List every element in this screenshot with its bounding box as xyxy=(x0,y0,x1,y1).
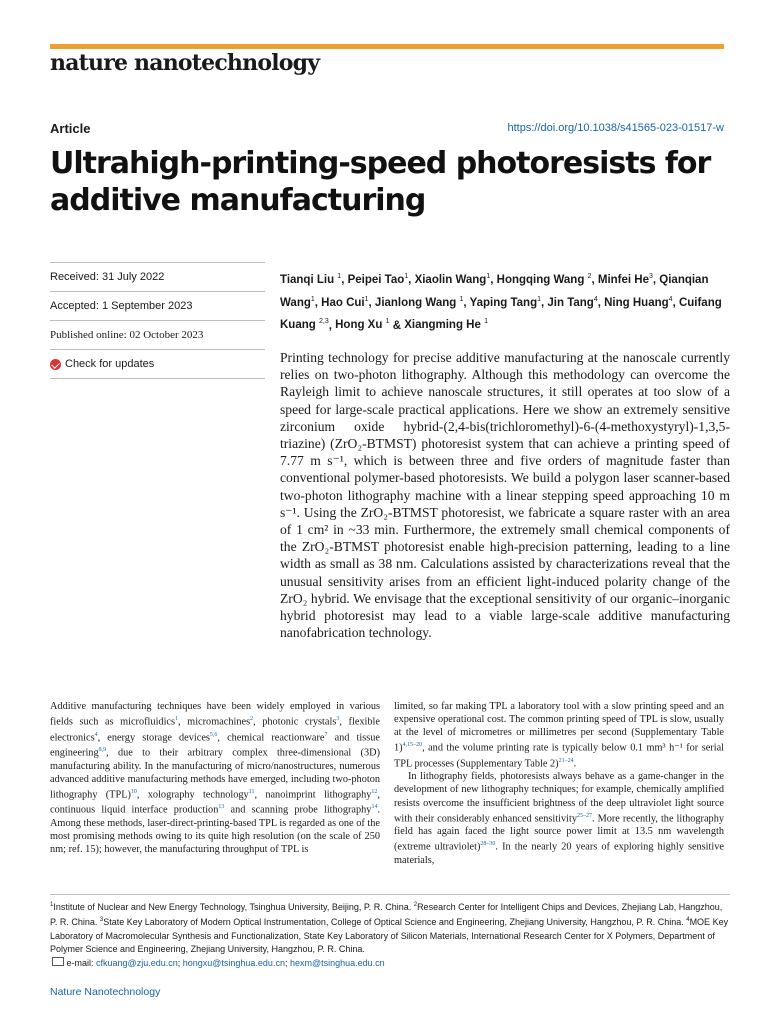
author[interactable] xyxy=(598,274,653,286)
citation-ref[interactable]: 11 xyxy=(248,788,255,795)
affiliation-text: Institute of Nuclear and New Energy Technology, Tsinghua University, Beijing, P. R. China. xyxy=(53,902,414,912)
journal-accent-bar xyxy=(50,44,724,49)
author-affiliation-number: 4 xyxy=(593,295,598,303)
article-title: Ultrahigh-printing-speed photoresists for additive manufacturing xyxy=(50,146,711,218)
author-name: Hao Cui xyxy=(321,296,365,309)
published-date: Published online: 02 October 2023 xyxy=(50,320,265,349)
author[interactable] xyxy=(415,274,491,286)
check-updates-button[interactable] xyxy=(50,358,154,370)
author-affiliation-number: 3 xyxy=(648,273,653,280)
author-name: Xiaolin Wang xyxy=(414,273,487,286)
author-name: Yaping Tang xyxy=(469,296,538,309)
affiliation-text: Research Center for Intelligent Chips and Devices, Zhejiang Lab, Hangzhou, P. R. China. xyxy=(50,902,723,928)
check-updates-row xyxy=(50,349,265,379)
citation-ref[interactable]: 2 xyxy=(250,716,254,723)
email-link[interactable]: cfkuang@zju.edu.cn xyxy=(96,957,178,968)
affiliation-number: 3 xyxy=(99,917,104,924)
article-meta xyxy=(50,262,265,379)
abstract-text: Printing technology for precise additive manufacturing at the nanoscale currently relies on two-photon lithography. Although this methodology can overcome the Rayleigh limit to achieve nanoscale structures, it still operates at too slow of a speed for large-scale practical applications. Here we show an extremely sensitive zirconium oxide hybrid-(2,4-bis(trichloromethyl)-6-(4-methoxystyryl)-1,3,5-triazine) (ZrO₂-BTMST) photoresist system that can achieve a printing speed of 7.77 m s⁻¹, which is between three and five orders of magnitude faster than conventional polymer-based photoresists. We build a polygon laser scanner-based two-photon lithography machine with a linear stepping speed approaching 10 m s⁻¹. Using the ZrO₂-BTMST photoresist, we fabricate a square raster with an area of 1 cm² in ~33 min. Furthermore, the extremely small chemical components of the ZrO₂-BTMST photoresist enable high-precision patterning, leading to a line width as small as 38 nm. Calculations assisted by characterizations reveal that the unusual sensitivity arises from an efficient light-induced polarity change of the ZrO₂ hybrid. We envisage that the exceptional sensitivity of our organic–inorganic hybrid photoresist may lead to a viable large-scale additive manufacturing nanofabrication technology. xyxy=(280,350,730,641)
author-affiliation-number: 2 xyxy=(587,273,592,280)
body-column-right xyxy=(394,700,724,867)
accepted-date: Accepted: 1 September 2023 xyxy=(50,291,265,320)
affiliation-number: 2 xyxy=(413,902,418,908)
citation-ref[interactable]: 8,9 xyxy=(98,747,107,754)
affiliation-number: 4 xyxy=(686,917,690,924)
author-affiliation-number: 2,3 xyxy=(318,318,329,326)
author-name: Hong Xu xyxy=(335,319,383,332)
citation-ref[interactable]: 7 xyxy=(324,731,328,738)
body-text xyxy=(50,700,724,867)
author[interactable] xyxy=(375,297,463,309)
citation-ref[interactable]: 21–24 xyxy=(558,757,574,764)
author-affiliation-number: 1 xyxy=(364,295,369,303)
author[interactable] xyxy=(547,297,597,309)
author-name: Peipei Tao xyxy=(347,273,405,286)
author-name: Hongqing Wang xyxy=(496,273,585,286)
citation-ref[interactable]: 14 xyxy=(371,804,378,811)
affiliations xyxy=(50,894,730,970)
author[interactable] xyxy=(348,274,409,286)
body-column-left xyxy=(50,700,380,867)
citation-ref[interactable]: 4 xyxy=(94,731,98,738)
author-affiliation-number: 1 xyxy=(486,273,491,280)
author-affiliation-number: 1 xyxy=(404,273,409,280)
author-name: Tianqi Liu xyxy=(280,273,335,286)
journal-name: nature nanotechnology xyxy=(50,50,320,76)
author-name: Jianlong Wang xyxy=(374,296,457,309)
citation-ref[interactable]: 5,6 xyxy=(209,731,218,738)
author-name: Qianqian Wang xyxy=(280,273,709,309)
footer-journal-name: Nature Nanotechnology xyxy=(50,986,161,998)
mail-icon xyxy=(52,957,64,966)
author-name: Jin Tang xyxy=(547,296,594,309)
author[interactable] xyxy=(470,297,541,309)
affiliation-number: 1 xyxy=(50,902,54,908)
citation-ref[interactable]: 13 xyxy=(218,804,225,811)
received-date: Received: 31 July 2022 xyxy=(50,262,265,291)
author[interactable] xyxy=(321,297,368,309)
citation-ref[interactable]: 12 xyxy=(371,788,378,795)
author-affiliation-number: 1 xyxy=(310,295,315,303)
author-affiliation-number: 1 xyxy=(537,295,541,303)
citation-ref[interactable]: 28–30 xyxy=(480,841,496,848)
abstract xyxy=(280,349,730,641)
author[interactable] xyxy=(404,319,488,331)
author-affiliation-number: 4 xyxy=(668,295,673,303)
affiliation-list xyxy=(50,899,730,957)
check-updates-label: Check for updates xyxy=(65,358,155,370)
email-list: cfkuang@zju.edu.cn; hongxu@tsinghua.edu.cn; hexm@tsinghua.edu.cn xyxy=(96,957,385,968)
email-link[interactable]: hexm@tsinghua.edu.cn xyxy=(289,957,385,968)
author[interactable] xyxy=(335,319,389,331)
author-affiliation-number: 1 xyxy=(385,318,390,326)
author-affiliation-number: 1 xyxy=(484,318,488,326)
author-name: Minfei He xyxy=(597,273,649,286)
body-paragraph: limited, so far making TPL a laboratory tool with a slow printing speed and an expensive operational cost. The common printing speed of TPL is slow, usually at the level of micrometres or millimetres per second (Supplementary Table 1)$^{4,15-20}$, and the volume printing rate is typically below 0.1 mm³ h⁻¹ for serial TPL processes (Supplementary Table 2)$^{21-24}$. xyxy=(394,701,724,770)
affiliation-text: MOE Key Laboratory of Macromolecular Synthesis and Functionalization, State Key Laboratory of Silicon Materials, International Research Center for X Polymers, Department of Polymer Science and Engineering, Zhejiang University, Hangzhou, P. R. China. xyxy=(50,917,729,955)
body-paragraph: Additive manufacturing techniques have been widely employed in various fields such as microfluidics$^1$, micromachines$^2$, photonic crystals$^3$, flexible electronics$^4$, energy storage devices$^{5,6}$, chemical reactionware$^7$ and tissue engineering$^{8,9}$, due to their arbitrary complex three-dimensional (3D) manufacturing ability. In the manufacturing of micro/nanostructures, numerous advanced additive manufacturing methods have emerged, including two-photon lithography (TPL)$^{10}$, xolography technology$^{11}$, nanoimprint lithography$^{12}$, continuous liquid interface production$^{13}$ and scanning probe lithography$^{14}$. Among these methods, laser-direct-printing-based TPL is regarded as one of the most promising methods owing to its quite high resolution (on the scale of 250 nm; ref. 15); however, the manufacturing throughput of TPL is xyxy=(50,701,381,856)
author[interactable] xyxy=(497,274,592,286)
author[interactable] xyxy=(280,274,341,286)
doi-link[interactable]: https://doi.org/10.1038/s41565-023-01517-w xyxy=(507,122,724,134)
author-affiliation-number: 1 xyxy=(459,295,464,303)
email-link[interactable]: hongxu@tsinghua.edu.cn xyxy=(182,957,285,968)
author-affiliation-number: 1 xyxy=(337,273,342,280)
citation-ref[interactable]: 10 xyxy=(130,788,137,795)
check-updates-icon xyxy=(50,359,61,370)
correspondence-emails xyxy=(50,957,730,970)
article-type: Article xyxy=(50,121,91,136)
author-list: Tianqi Liu $^1$, Peipei Tao$^1$, Xiaolin Wang$^1$, Hongqing Wang $^2$, Minfei He$^3$, Qianqian Wang$^1$, Hao Cui$^1$, Jianlong Wang $^1$, Yaping Tang$^1$, Jin Tang$^4$, Ning Huang$^4$, Cuifang Kuang $^{2,3}$, Hong Xu $^1$ & Xiangming He $^1$ xyxy=(280,273,722,332)
author-name: Xiangming He xyxy=(404,319,481,332)
citation-ref[interactable]: 25–27 xyxy=(577,812,592,819)
affiliation-text: State Key Laboratory of Modern Optical Instrumentation, College of Optical Science and Engineering, Zhejiang University, Hangzhou, P. R. China. xyxy=(103,917,687,928)
citation-ref[interactable]: 1 xyxy=(175,716,179,723)
author-name: Ning Huang xyxy=(604,296,669,309)
author-name: Cuifang Kuang xyxy=(280,296,722,332)
body-paragraph: In lithography fields, photoresists always behave as a game-changer in the development of new lithography techniques; for example, chemically amplified resists overcome the insufficient brightness of the deep ultraviolet light source with their considerably enhanced sensitivity$^{25-27}$. More recently, the lithography field has again faced the light source power limit at 13.5 nm wavelength (extreme ultraviolet)$^{28-30}$. In the nearly 20 years of exploring highly sensitive materials, xyxy=(394,771,724,866)
citation-ref[interactable]: 3 xyxy=(336,716,340,723)
citation-ref[interactable]: 4,15–20 xyxy=(402,742,423,749)
author[interactable] xyxy=(604,297,672,309)
email-label: e-mail: xyxy=(66,957,97,968)
